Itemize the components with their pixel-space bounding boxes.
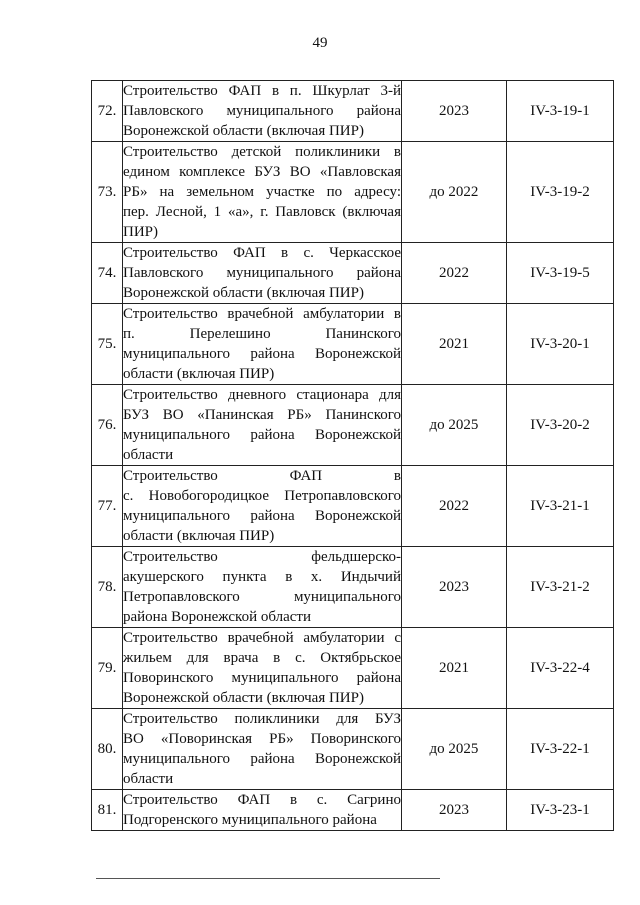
project-code: IV-3-19-2 bbox=[507, 142, 614, 243]
project-year: 2023 bbox=[402, 547, 507, 628]
description-line: Строительство ФАП в п. Шкурлат 3-й bbox=[123, 83, 401, 99]
description-line: Павловского муниципального района bbox=[123, 103, 401, 119]
row-number: 72. bbox=[92, 81, 123, 142]
description-line: Строительство ФАП в bbox=[123, 468, 401, 484]
description-line: Воронежской области (включая ПИР) bbox=[123, 690, 364, 706]
description-line: муниципального района Воронежской bbox=[123, 508, 401, 524]
project-code: IV-3-20-1 bbox=[507, 304, 614, 385]
projects-table bbox=[91, 80, 614, 831]
description-line: района Воронежской области bbox=[123, 609, 312, 625]
description-line: муниципального района Воронежской bbox=[123, 346, 401, 362]
description-line: Строительство детской поликлиники в bbox=[123, 144, 401, 160]
description-line: Поворинского муниципального района bbox=[123, 670, 401, 686]
project-code: IV-3-23-1 bbox=[507, 790, 614, 831]
description-line: РБ» на земельном участке по адресу: bbox=[123, 184, 401, 200]
description-line: области bbox=[123, 771, 174, 787]
page-number: 49 bbox=[312, 35, 328, 51]
project-year: 2021 bbox=[402, 628, 507, 709]
description-line: п. Перелешино Панинского bbox=[123, 326, 401, 342]
project-description bbox=[123, 243, 402, 304]
description-line: ВО «Поворинская РБ» Поворинского bbox=[123, 731, 401, 747]
row-number: 79. bbox=[92, 628, 123, 709]
description-line: БУЗ ВО «Панинская РБ» Панинского bbox=[123, 407, 401, 423]
row-number: 76. bbox=[92, 385, 123, 466]
description-line: пер. Лесной, 1 «а», г. Павловск (включая bbox=[123, 204, 401, 220]
project-year: 2022 bbox=[402, 466, 507, 547]
project-code: IV-3-20-2 bbox=[507, 385, 614, 466]
project-year: 2023 bbox=[402, 790, 507, 831]
description-line: ПИР) bbox=[123, 224, 159, 240]
project-description bbox=[123, 385, 402, 466]
project-description bbox=[123, 304, 402, 385]
row-number: 74. bbox=[92, 243, 123, 304]
description-line: Петропавловского муниципального bbox=[123, 589, 401, 605]
projects-table-body bbox=[92, 81, 614, 831]
row-number: 75. bbox=[92, 304, 123, 385]
project-year: до 2025 bbox=[402, 385, 507, 466]
description-line: Строительство врачебной амбулатории в bbox=[123, 306, 401, 322]
table-row bbox=[92, 142, 614, 243]
table-row bbox=[92, 385, 614, 466]
project-description bbox=[123, 466, 402, 547]
description-line: с. Новобогородицкое Петропавловского bbox=[123, 488, 401, 504]
description-line: Строительство дневного стационара для bbox=[123, 387, 401, 403]
table-row bbox=[92, 243, 614, 304]
description-line: едином комплексе БУЗ ВО «Павловская bbox=[123, 164, 401, 180]
project-code: IV-3-19-5 bbox=[507, 243, 614, 304]
row-number: 78. bbox=[92, 547, 123, 628]
project-year: 2021 bbox=[402, 304, 507, 385]
description-line: Воронежской области (включая ПИР) bbox=[123, 123, 364, 139]
table-row bbox=[92, 628, 614, 709]
project-code: IV-3-21-2 bbox=[507, 547, 614, 628]
table-row bbox=[92, 547, 614, 628]
description-line: акушерского пункта в х. Индычий bbox=[123, 569, 401, 585]
table-row bbox=[92, 304, 614, 385]
description-line: жильем для врача в с. Октябрьское bbox=[123, 650, 401, 666]
description-line: Воронежской области (включая ПИР) bbox=[123, 285, 364, 301]
row-number: 73. bbox=[92, 142, 123, 243]
description-line: Подгоренского муниципального района bbox=[123, 812, 377, 828]
description-line: Строительство ФАП в с. Черкасское bbox=[123, 245, 401, 261]
project-year: 2023 bbox=[402, 81, 507, 142]
description-line: области (включая ПИР) bbox=[123, 366, 275, 382]
footer-divider bbox=[96, 878, 440, 879]
project-description bbox=[123, 142, 402, 243]
description-line: Строительство ФАП в с. Сагрино bbox=[123, 792, 401, 808]
project-description bbox=[123, 709, 402, 790]
project-year: 2022 bbox=[402, 243, 507, 304]
row-number: 77. bbox=[92, 466, 123, 547]
project-code: IV-3-22-4 bbox=[507, 628, 614, 709]
row-number: 81. bbox=[92, 790, 123, 831]
project-year: до 2025 bbox=[402, 709, 507, 790]
table-row bbox=[92, 790, 614, 831]
project-code: IV-3-19-1 bbox=[507, 81, 614, 142]
description-line: области (включая ПИР) bbox=[123, 528, 275, 544]
description-line: муниципального района Воронежской bbox=[123, 427, 401, 443]
description-line: Строительство врачебной амбулатории с bbox=[123, 630, 401, 646]
project-description bbox=[123, 790, 402, 831]
row-number: 80. bbox=[92, 709, 123, 790]
project-description bbox=[123, 81, 402, 142]
table-row bbox=[92, 466, 614, 547]
description-line: Павловского муниципального района bbox=[123, 265, 401, 281]
description-line: Строительство поликлиники для БУЗ bbox=[123, 711, 401, 727]
project-description bbox=[123, 628, 402, 709]
project-description bbox=[123, 547, 402, 628]
table-row bbox=[92, 709, 614, 790]
description-line: Строительство фельдшерско- bbox=[123, 549, 401, 565]
project-code: IV-3-21-1 bbox=[507, 466, 614, 547]
project-year: до 2022 bbox=[402, 142, 507, 243]
description-line: области bbox=[123, 447, 174, 463]
table-row bbox=[92, 81, 614, 142]
description-line: муниципального района Воронежской bbox=[123, 751, 401, 767]
project-code: IV-3-22-1 bbox=[507, 709, 614, 790]
